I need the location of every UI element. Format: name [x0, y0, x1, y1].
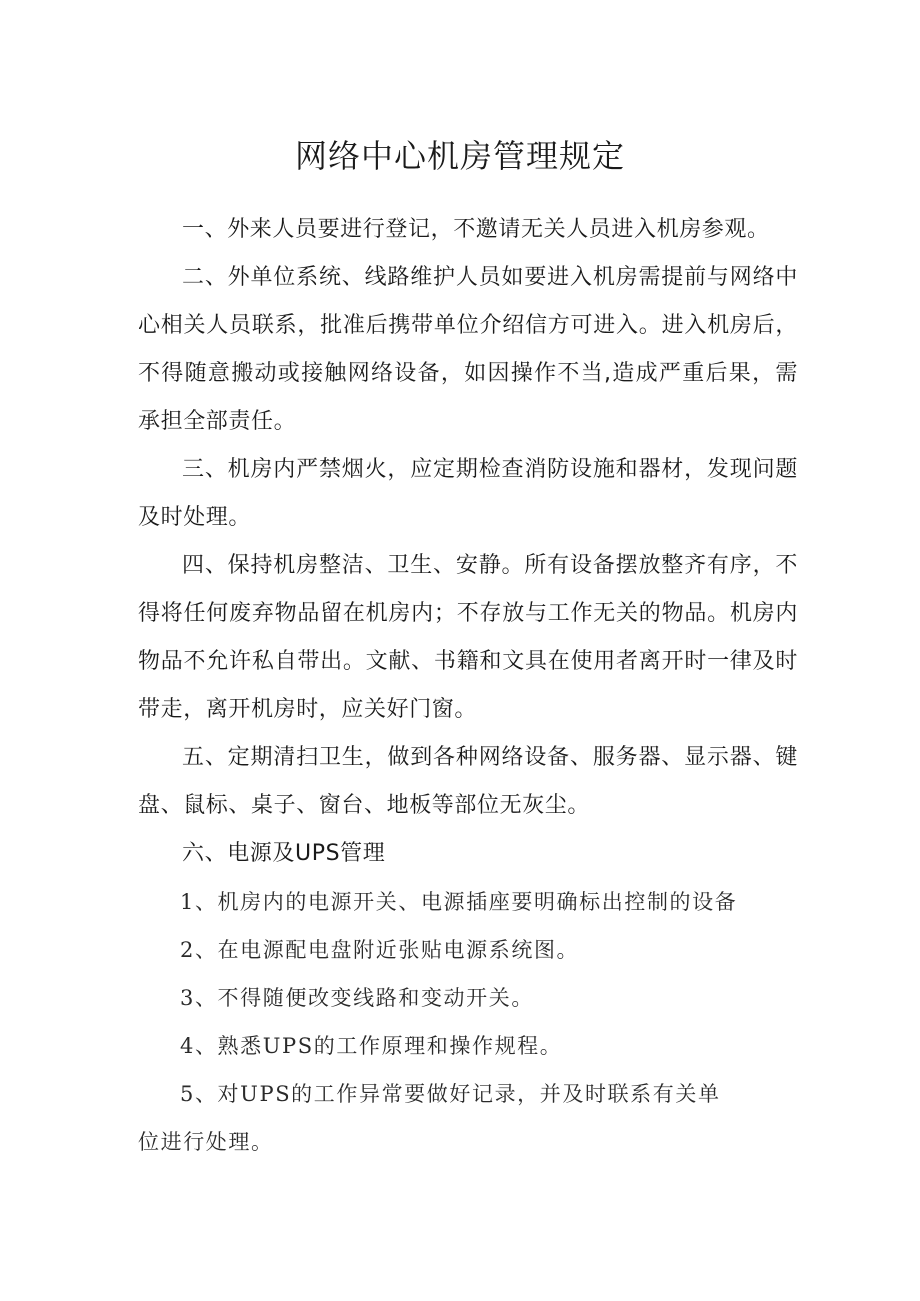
power-item-5: 5、对UPS的工作异常要做好记录，并及时联系有关单位进行处理。 [138, 1082, 721, 1154]
power-item-1: 1、机房内的电源开关、电源插座要明确标出控制的设备 [180, 890, 738, 914]
power-item-3: 3、不得随便改变线路和变动开关。 [180, 986, 534, 1010]
rule-paragraph-4: 四、保持机房整洁、卫生、安静。所有设备摆放整齐有序，不得将任何废弃物品留在机房内；不存放与工作无关的物品。机房内物品不允许私自带出。文献、书籍和文具在使用者离开时一律及时带走，离开机房时，应关好门窗。 [138, 553, 798, 722]
rule-paragraph-1: 一、外来人员要进行登记，不邀请无关人员进入机房参观。 [182, 217, 770, 242]
document-body [138, 206, 798, 1166]
rule-paragraph-5: 五、定期清扫卫生，做到各种网络设备、服务器、显示器、键盘、鼠标、桌子、窗台、地板等部位无灰尘。 [138, 745, 798, 818]
rule-paragraph-3: 三、机房内严禁烟火，应定期检查消防设施和器材，发现问题及时处理。 [138, 457, 798, 530]
document-title: 网络中心机房管理规定 [294, 137, 625, 175]
power-item-4: 4、熟悉UPS的工作原理和操作规程。 [180, 1034, 563, 1058]
section-six-heading: 六、电源及UPS管理 [182, 841, 386, 866]
rule-paragraph-2: 二、外单位系统、线路维护人员如要进入机房需提前与网络中心相关人员联系，批准后携带单位介绍信方可进入。进入机房后，不得随意搬动或接触网络设备，如因操作不当,造成严重后果，需承担全部责任。 [138, 265, 798, 434]
power-item-2: 2、在电源配电盘附近张贴电源系统图。 [180, 938, 580, 962]
